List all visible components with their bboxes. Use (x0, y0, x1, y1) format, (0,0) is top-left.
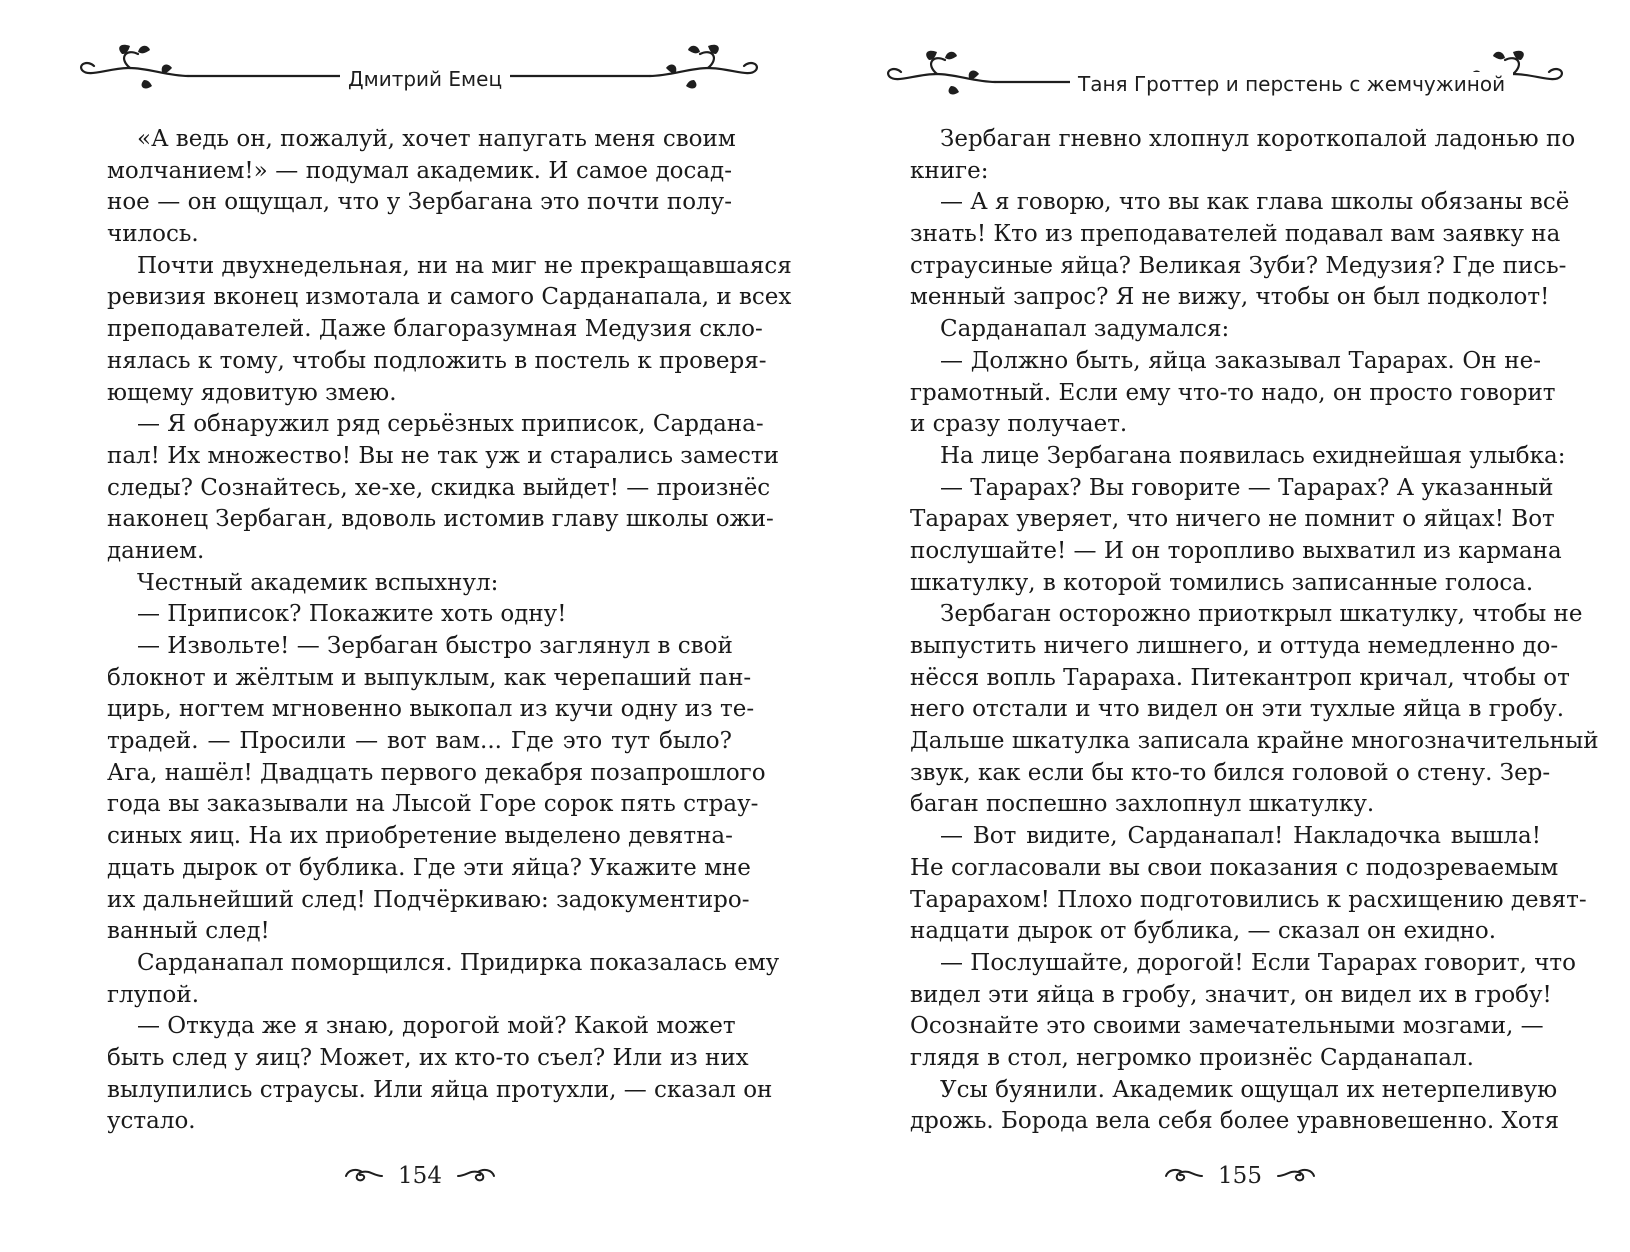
text-line: видел эти яйца в гробу, значит, он видел их в гробу! (910, 981, 1552, 1008)
text-line: следы? Сознайтесь, хе-хе, скидка выйдет! — произнёс (107, 474, 771, 501)
text-line: звук, как если бы кто-то бился головой о стену. Зер- (910, 759, 1551, 786)
text-line: вылупились страусы. Или яйца протухли, — сказал он (107, 1076, 773, 1103)
text-line: Честный академик вспыхнул: (137, 569, 499, 596)
text-line: — Должно быть, яйца заказывал Тарарах. Он не- (940, 347, 1541, 374)
text-line: — Приписок? Покажите хоть одну! (137, 601, 567, 628)
text-line: послушайте! — И он торопливо выхватил из кармана (910, 537, 1562, 564)
right-header (885, 40, 1565, 100)
text-line: Сарданапал поморщился. Придирка показалась ему (137, 949, 780, 976)
text-line: пал! Их множество! Вы не так уж и старались замести (107, 442, 779, 469)
text-line: страусиные яйца? Великая Зуби? Медузия? Где пись- (910, 252, 1567, 279)
text-line: — Откуда же я знаю, дорогой мой? Какой может (137, 1013, 736, 1040)
text-line: книге: (910, 157, 989, 184)
text-line: глупой. (107, 981, 200, 1008)
text-line: знать! Кто из преподавателей подавал вам заявку на (910, 221, 1561, 248)
text-line: выпустить ничего лишнего, и оттуда немедленно до- (910, 633, 1559, 659)
left-body-text (107, 124, 792, 1138)
text-line: быть след у яиц? Может, их кто-то съел? Или из них (107, 1044, 749, 1071)
text-line: и сразу получает. (910, 411, 1128, 438)
text-line: глядя в стол, негромко произнёс Сарданапал. (910, 1044, 1474, 1071)
text-line: устало. (107, 1108, 196, 1135)
page-number: 155 (1218, 1163, 1262, 1189)
text-line: менный запрос? Я не вижу, чтобы он был подколот! (910, 284, 1550, 311)
text-line: «А ведь он, пожалуй, хочет напугать меня своим (137, 126, 736, 152)
text-line: баган поспешно захлопнул шкатулку. (910, 791, 1375, 818)
text-line: него отстали и что видел он эти тухлые яйца в гробу. (910, 696, 1565, 723)
left-header (78, 40, 760, 100)
flourish-right-icon (456, 1166, 496, 1186)
text-line: преподавателей. Даже благоразумная Медузия скло- (107, 316, 763, 343)
header-author: Дмитрий Емец (340, 67, 510, 91)
text-line: их дальнейший след! Подчёркиваю: задокументиро- (107, 886, 750, 913)
text-line: — А я говорю, что вы как глава школы обязаны всё (940, 189, 1570, 216)
text-line: Зербаган осторожно приоткрыл шкатулку, чтобы не (940, 601, 1583, 628)
text-line: наконец Зербаган, вдоволь истомив главу школы ожи- (107, 506, 774, 533)
text-line: нялась к тому, чтобы подложить в постель к проверя- (107, 347, 767, 374)
right-page (815, 0, 1630, 1252)
header-book-title: Таня Гроттер и перстень с жемчужиной (1070, 72, 1513, 96)
text-line: Усы буянили. Академик ощущал их нетерпеливую (940, 1076, 1558, 1103)
flourish-right-icon (1276, 1166, 1316, 1186)
text-line: года вы заказывали на Лысой Горе сорок пять страу- (107, 791, 759, 818)
text-line: Дальше шкатулка записала крайне многозначительный (910, 728, 1599, 755)
text-line: ное — он ощущал, что у Зербагана это почти полу- (107, 189, 732, 216)
text-line: шкатулку, в которой томились записанные голоса. (910, 569, 1534, 596)
text-line: — Извольте! — Зербаган быстро заглянул в свой (137, 633, 733, 659)
flourish-left-icon (1164, 1166, 1204, 1186)
text-line: На лице Зербагана появилась ехиднейшая улыбка: (940, 442, 1566, 469)
flourish-left-icon (344, 1166, 384, 1186)
text-line: — Вот видите, Сарданапал! Накладочка вышла! (940, 823, 1541, 850)
page-number: 154 (398, 1163, 442, 1189)
text-line: — Послушайте, дорогой! Если Тарарах говорит, что (940, 949, 1576, 976)
right-footer (1155, 1156, 1325, 1196)
text-line: цирь, ногтем мгновенно выкопал из кучи одну из те- (107, 696, 755, 723)
text-line: дцать дырок от бублика. Где эти яйца? Укажите мне (107, 854, 751, 881)
text-line: грамотный. Если ему что-то надо, он просто говорит (910, 379, 1556, 406)
text-line: традей. — Просили — вот вам... Где это тут было? (107, 728, 732, 755)
left-footer (335, 1156, 505, 1196)
text-line: синых яиц. На их приобретение выделено девятна- (107, 823, 733, 850)
text-line: нёсся вопль Тарараха. Питекантроп кричал, чтобы от (910, 664, 1570, 691)
text-line: Почти двухнедельная, ни на миг не прекращавшаяся (137, 252, 792, 279)
text-line: Осознайте это своими замечательными мозгами, — (910, 1013, 1544, 1040)
text-line: Тарарахом! Плохо подготовились к расхищению девят- (910, 886, 1587, 913)
text-line: ющему ядовитую змею. (107, 379, 397, 406)
right-body-text (910, 124, 1599, 1138)
text-line: Зербаган гневно хлопнул короткопалой ладонью по (940, 126, 1576, 152)
text-line: Ага, нашёл! Двадцать первого декабря позапрошлого (107, 759, 766, 786)
text-line: ванный след! (107, 918, 270, 945)
text-line: молчанием!» — подумал академик. И самое досад- (107, 157, 732, 184)
text-line: Не согласовали вы свои показания с подозреваемым (910, 854, 1559, 881)
text-line: Сарданапал задумался: (940, 316, 1230, 343)
text-line: надцати дырок от бублика, — сказал он ехидно. (910, 918, 1497, 945)
text-line: — Я обнаружил ряд серьёзных приписок, Сардана- (137, 411, 764, 438)
text-line: чилось. (107, 221, 199, 248)
text-line: дрожь. Борода вела себя более уравновешенно. Хотя (910, 1108, 1559, 1135)
text-line: — Тарарах? Вы говорите — Тарарах? А указанный (940, 474, 1554, 501)
text-line: блокнот и жёлтым и выпуклым, как черепаший пан- (107, 664, 752, 691)
text-line: данием. (107, 537, 205, 564)
text-line: ревизия вконец измотала и самого Сарданапала, и всех (107, 284, 792, 311)
text-line: Тарарах уверяет, что ничего не помнит о яйцах! Вот (910, 506, 1555, 533)
